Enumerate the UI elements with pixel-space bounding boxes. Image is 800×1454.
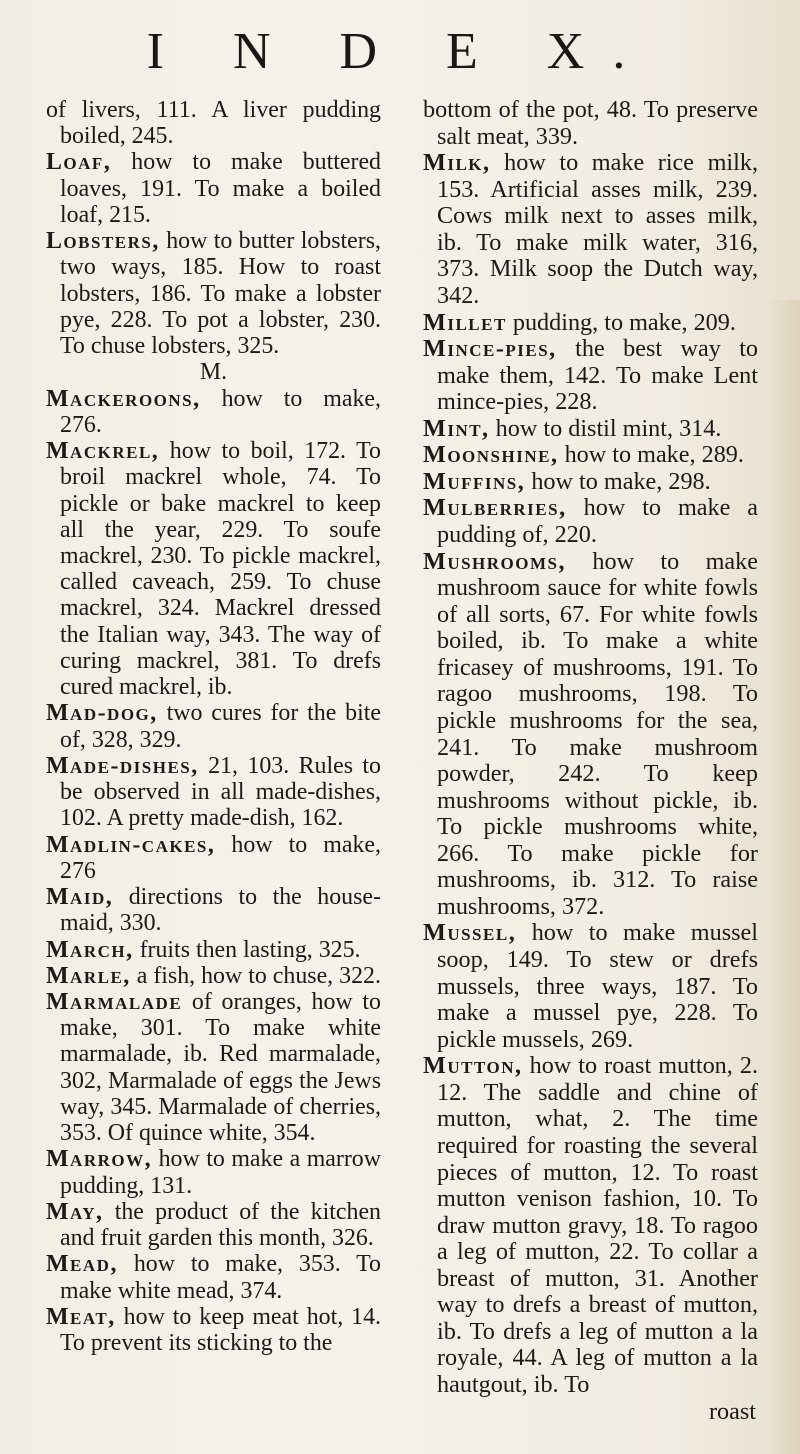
entry-headword: May, xyxy=(46,1198,104,1225)
entry-text: how to make, 276 xyxy=(60,831,381,884)
entry-headword: Madlin-cakes, xyxy=(46,831,216,858)
entry-text: bottom of the pot, 48. To preserve salt meat, 339. xyxy=(423,96,758,150)
index-entry xyxy=(46,386,381,438)
index-entry xyxy=(46,97,381,149)
index-entry xyxy=(423,549,758,921)
index-entry xyxy=(423,495,758,548)
entry-headword: Mead, xyxy=(46,1251,118,1278)
index-entry xyxy=(46,963,381,989)
index-entry xyxy=(423,442,758,469)
entry-text: a fish, how to chuse, 322. xyxy=(136,962,381,989)
entry-headword: Made-dishes, xyxy=(46,752,199,779)
entry-headword: Marle, xyxy=(46,962,131,989)
index-entry xyxy=(46,228,381,359)
index-entry xyxy=(423,336,758,416)
entry-text: how to make a pudding of, 220. xyxy=(437,494,759,548)
index-entry xyxy=(423,1053,758,1398)
entry-text: how to distil mint, 314. xyxy=(495,414,722,442)
entry-headword: Mutton, xyxy=(423,1052,523,1080)
index-entry xyxy=(46,1146,381,1198)
entry-text: how to make mussel soop, 149. To stew or drefs mussels, three ways, 187. To make a mussel pye, 228. To pickle mussels, 269. xyxy=(437,919,759,1053)
index-entry xyxy=(423,150,758,309)
entry-headword: Mushrooms, xyxy=(423,547,567,575)
entry-text: 21, 103. Rules to be observed in all made-dishes, 102. A pretty made-dish, 162. xyxy=(60,752,381,832)
index-entry xyxy=(46,359,381,385)
entry-text: the best way to make them, 142. To make Lent mince-pies, 228. xyxy=(437,335,759,416)
entry-headword: Lobsters, xyxy=(46,228,160,255)
entry-text: of oranges, how to make, 301. To make white marmalade, ib. Red marmalade, 302, Marmalade of eggs the Jews way, 345. Marmalade of cherries, 353. Of quince white, 354. xyxy=(60,988,381,1147)
entry-headword: March, xyxy=(46,936,134,963)
entry-headword: Millet xyxy=(423,308,507,336)
entry-text: two cures for the bite of, 328, 329. xyxy=(60,700,381,753)
index-entry xyxy=(423,469,758,496)
entry-headword: Mint, xyxy=(423,414,490,442)
index-entry xyxy=(423,416,758,443)
entry-headword: Mince-pies, xyxy=(423,335,557,363)
entry-headword: Mad-dog, xyxy=(46,700,158,727)
right-column xyxy=(423,97,758,1425)
index-entry xyxy=(46,438,381,700)
index-entry xyxy=(46,884,381,936)
entry-headword: Mussel, xyxy=(423,919,517,947)
catchword: roast xyxy=(708,1397,756,1425)
entry-text: directions to the house-maid, 330. xyxy=(60,884,381,937)
entry-headword: Marmalade xyxy=(46,988,183,1015)
entry-text: how to make, 353. To make white mead, 374. xyxy=(60,1251,381,1304)
entry-headword: Mulberries, xyxy=(423,494,567,522)
entry-text: how to make, 276. xyxy=(60,385,381,438)
entry-text: how to make rice milk, 153. Artificial asses milk, 239. Cows milk next to asses milk, ib. To make milk water, 316, 373. Milk soop the Dutch way, 342. xyxy=(437,149,758,309)
entry-text: how to keep meat hot, 14. To prevent its sticking to the xyxy=(60,1303,381,1357)
entry-text: how to boil, 172. To broil mackrel whole, 74. To pickle or bake mackrel to keep all the year, 229. To soufe mackrel, 230. To pickle mackrel, called caveach, 259. To chuse mackrel, 324. Mackrel dressed the Italian way, 343. The way of curing mackrel, 381. To drefs cured mackrel, ib. xyxy=(60,438,381,701)
entry-headword: Loaf, xyxy=(46,149,112,176)
entry-text: how to butter lobsters, two ways, 185. How to roast lobsters, 186. To make a lobster pye, 228. To pot a lobster, 230. To chuse lobsters, 325. xyxy=(60,228,381,360)
index-entry xyxy=(46,753,381,832)
page-edge-shadow xyxy=(766,300,800,1454)
index-entry xyxy=(46,149,381,228)
entry-text: of livers, 111. A liver pudding boiled, 245. xyxy=(46,97,381,150)
entry-headword: Maid, xyxy=(46,884,114,911)
entry-text: how to make mushroom sauce for white fowls of all sorts, 67. For white fowls boiled, ib. To make a white fricasey of mushrooms, 191. To ragoo mushrooms, 198. To pickle mushrooms for the sea, 241. To make mushroom powder, 242. To keep mushrooms without pickle, ib. To pickle mushrooms white, 266. To make pickle for mushrooms, ib. 312. To raise mushrooms, 372. xyxy=(437,547,758,920)
entry-headword: Meat, xyxy=(46,1303,116,1330)
index-entry xyxy=(46,989,381,1146)
page-header: I N D E X. xyxy=(146,23,654,80)
entry-text: how to make, 298. xyxy=(531,467,711,495)
index-entry xyxy=(46,1251,381,1303)
entry-text: M. xyxy=(199,359,228,386)
index-entry xyxy=(46,832,381,884)
entry-text: how to make a marrow pudding, 131. xyxy=(60,1146,381,1199)
entry-text: fruits then lasting, 325. xyxy=(139,936,361,963)
entry-headword: Mackrel, xyxy=(46,438,160,465)
index-entry xyxy=(46,1304,381,1356)
entry-headword: Marrow, xyxy=(46,1146,153,1173)
entry-text: the product of the kitchen and fruit garden this month, 326. xyxy=(60,1198,381,1252)
entry-headword: Mackeroons, xyxy=(46,385,201,412)
entry-text: pudding, to make, 209. xyxy=(512,308,736,336)
index-entry xyxy=(423,97,758,150)
entry-headword: Muffins, xyxy=(423,467,526,495)
entry-headword: Moonshine, xyxy=(423,441,559,469)
index-entry xyxy=(423,920,758,1053)
index-entry xyxy=(46,700,381,752)
index-entry xyxy=(46,1199,381,1251)
entry-text: how to make, 289. xyxy=(564,441,744,469)
index-entry xyxy=(423,310,758,337)
left-column xyxy=(46,97,381,1356)
index-entry xyxy=(46,937,381,963)
entry-headword: Milk, xyxy=(423,149,491,177)
entry-text: how to roast mutton, 2. 12. The saddle and chine of mutton, what, 2. The time required for roasting the several pieces of mutton, 12. To roast mutton venison fashion, 10. To draw mutton gravy, 18. To ragoo a leg of mutton, 22. To collar a breast of mutton, 31. Another way to drefs a breast of mutton, ib. To drefs a leg of mutton a la royale, 44. A leg of mutton a la hautgout, ib. To xyxy=(437,1052,759,1398)
entry-text: how to make buttered loaves, 191. To make a boiled loaf, 215. xyxy=(60,149,381,228)
